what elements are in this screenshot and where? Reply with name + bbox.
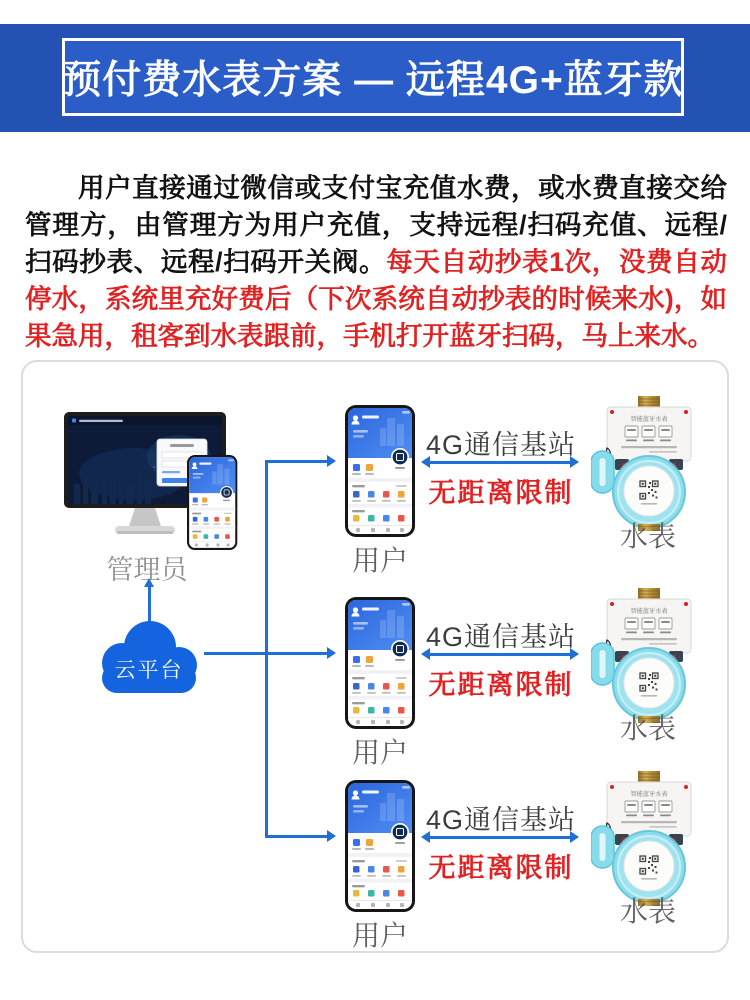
intro-highlight-text: 每天自动抄表1次，没费自动停水，系统里充好费后（下次系统自动抄表的时候来水)，如果急用，租客到水表跟前，手机打开蓝牙扫码，马上来水。 (25, 247, 727, 351)
water-meter (591, 588, 706, 723)
user-phone-illustration (345, 780, 415, 912)
distance-label: 无距离限制 (428, 478, 574, 508)
meter-device-text: 智能蓝牙水表 (630, 416, 668, 423)
phone-label: 用户 (351, 545, 408, 576)
user-phone (345, 597, 415, 729)
water-meter-illustration (591, 588, 706, 723)
meter-label: 水表 (619, 713, 676, 744)
phone-label: 用户 (351, 737, 408, 768)
distance-label: 无距离限制 (428, 670, 574, 700)
meter-label: 水表 (619, 521, 676, 552)
user-phone-illustration (345, 597, 415, 729)
page-title: 预付费水表方案 — 远程4G+蓝牙款 (62, 59, 684, 102)
banner-frame (62, 38, 684, 116)
intro-paragraph (25, 170, 727, 355)
water-meter (591, 771, 706, 906)
user-phone (345, 405, 415, 537)
phone-label: 用户 (351, 920, 408, 951)
banner (0, 24, 750, 132)
admin-label: 管理员 (106, 555, 188, 585)
user-phone-illustration (345, 405, 415, 537)
user-phone-illustration (187, 455, 237, 550)
water-meter (591, 396, 706, 531)
flow-row-3 (0, 770, 750, 955)
flow-row-2 (0, 587, 750, 772)
station-label: 4G通信基站 (425, 805, 577, 835)
flow-row-1 (0, 395, 750, 580)
bidirectional-arrow (430, 653, 570, 656)
water-meter-illustration (591, 396, 706, 531)
water-meter-illustration (591, 771, 706, 906)
station-label: 4G通信基站 (425, 622, 577, 652)
admin-phone (187, 455, 237, 550)
distance-label: 无距离限制 (428, 853, 574, 883)
meter-device-text: 智能蓝牙水表 (630, 791, 668, 798)
station-label: 4G通信基站 (425, 430, 577, 460)
cloud-label: 云平台 (114, 659, 184, 682)
bidirectional-arrow (430, 836, 570, 839)
intro-lead-text: 用户直接通过微信或支付宝充值水费，或水费直接交给管理方，由管理方为用户充值，支持远程/扫码充值、远程/扫码抄表、远程/扫码开关阀。 (25, 173, 727, 277)
bidirectional-arrow (430, 461, 570, 464)
user-phone (345, 780, 415, 912)
meter-device-text: 智能蓝牙水表 (630, 608, 668, 615)
meter-label: 水表 (619, 896, 676, 927)
